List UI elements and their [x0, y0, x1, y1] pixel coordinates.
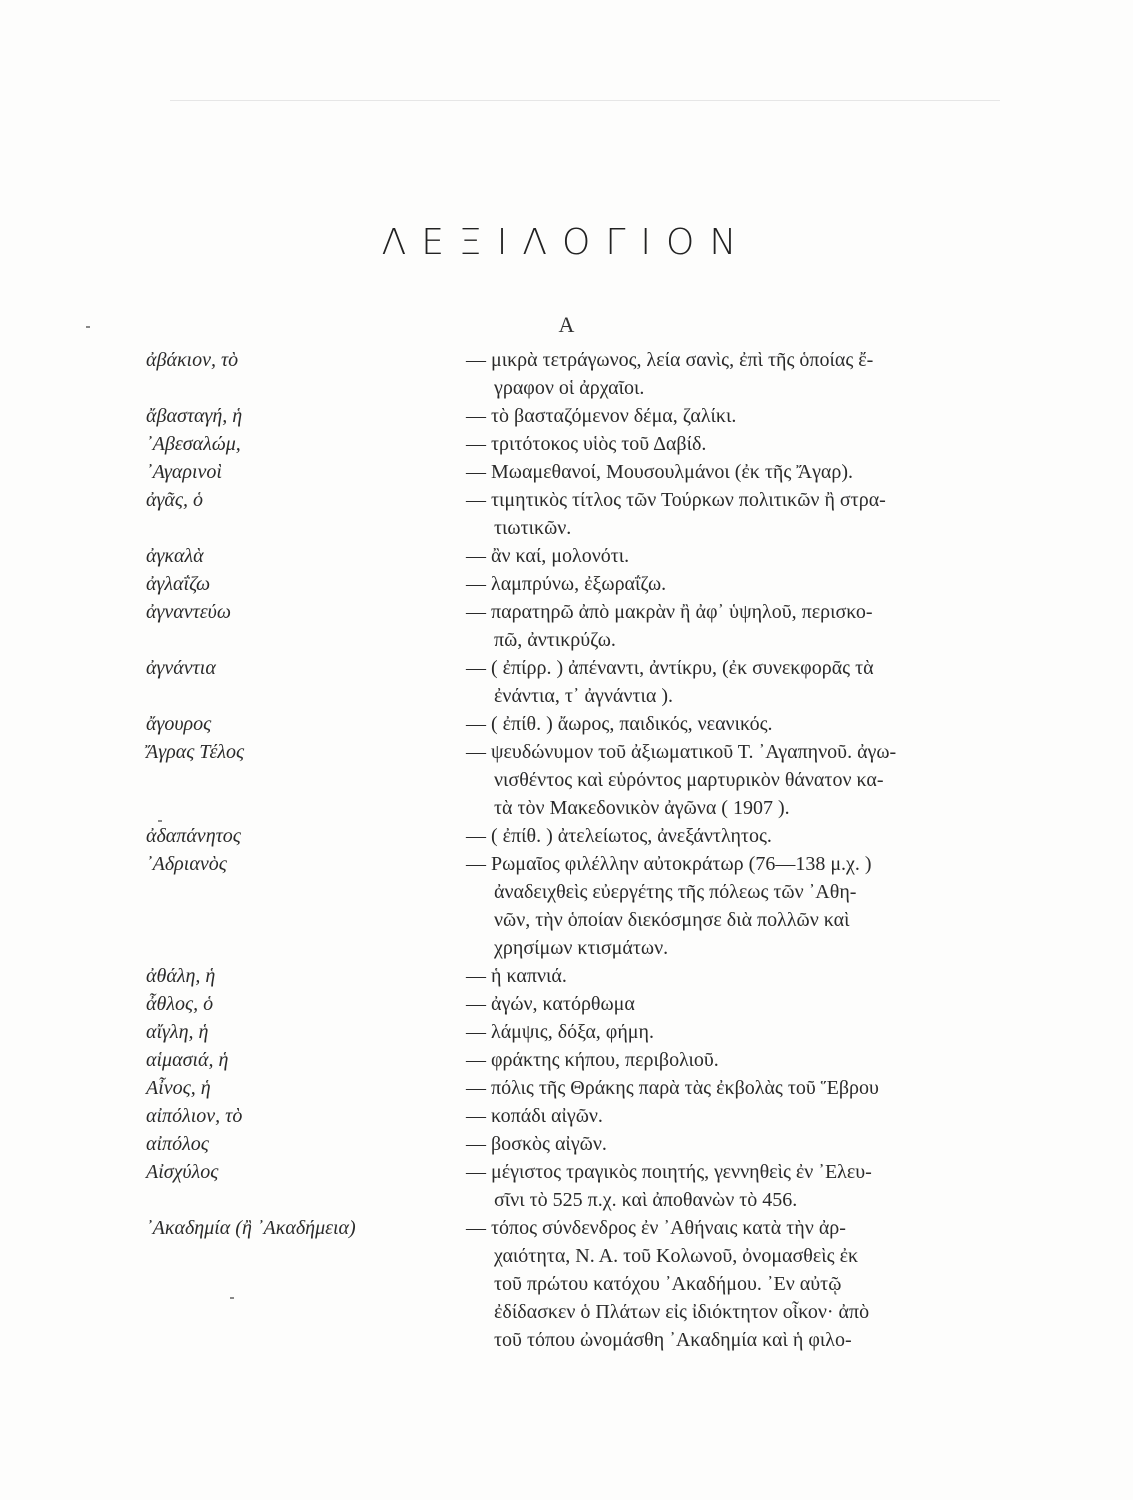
definition-line: σῖνι τὸ 525 π.χ. καὶ ἀποθανὼν τὸ 456.	[494, 1189, 798, 1211]
glossary-entry	[146, 1214, 1006, 1354]
entry-definition	[466, 850, 1006, 962]
definition-line: τὰ τὸν Μακεδονικὸν ἀγῶνα ( 1907 ).	[494, 797, 790, 819]
glossary-entry	[146, 822, 1006, 850]
speck	[158, 820, 162, 822]
definition-line: — βοσκὸς αἰγῶν.	[466, 1130, 1006, 1158]
definition-line: νῶν, τὴν ὁποίαν διεκόσμησε διὰ πολλῶν καὶ	[494, 909, 850, 931]
glossary-entry	[146, 654, 1006, 710]
definition-line: — ( ἐπίθ. ) ἀτελείωτος, ἀνεξάντλητος.	[466, 822, 1006, 850]
definition-line: — Μωαμεθανοί, Μουσουλμάνοι (ἐκ τῆς Ἄγαρ).	[466, 458, 1006, 486]
entry-definition	[466, 822, 1006, 850]
entry-definition	[466, 962, 1006, 990]
glossary-entry	[146, 542, 1006, 570]
page-title: ΛΕΞΙΛΟΓΙΟΝ	[381, 222, 752, 263]
glossary-entry	[146, 710, 1006, 738]
definition-line: ἐνάντια, τ᾿ ἀγνάντια ).	[494, 685, 673, 707]
entry-term: αἰπόλος	[146, 1133, 209, 1155]
definition-line: — τὸ βασταζόμενον δέμα, ζαλίκι.	[466, 402, 1006, 430]
definition-line: τοῦ τόπου ὠνομάσθη ᾿Ακαδημία καὶ ἡ φιλο-	[494, 1329, 852, 1351]
entry-definition	[466, 402, 1006, 430]
definition-line: — λαμπρύνω, ἐξωραΐζω.	[466, 570, 1006, 598]
glossary-entry	[146, 962, 1006, 990]
entry-definition	[466, 598, 1006, 654]
glossary-entry	[146, 990, 1006, 1018]
glossary-entry	[146, 1158, 1006, 1214]
definition-line: — ( ἐπίθ. ) ἄωρος, παιδικός, νεανικός.	[466, 710, 1006, 738]
entry-term: αἰπόλιον, τὸ	[146, 1105, 243, 1127]
definition-line: — τριτότοκος υἱὸς τοῦ Δαβίδ.	[466, 430, 1006, 458]
entry-definition	[466, 1046, 1006, 1074]
definition-line: — ( ἐπίρρ. ) ἀπέναντι, ἀντίκρυ, (ἐκ συνεκφορᾶς τὰ	[466, 654, 1006, 682]
definition-line: γραφον οἱ ἀρχαῖοι.	[494, 377, 645, 399]
entry-definition	[466, 346, 1006, 402]
entry-definition	[466, 458, 1006, 486]
entry-term: αἱμασιά, ἡ	[146, 1049, 229, 1071]
entry-definition	[466, 542, 1006, 570]
speck	[230, 1297, 234, 1299]
entry-term: ᾿Αδριανὸς	[146, 853, 227, 875]
glossary-entry	[146, 850, 1006, 962]
definition-line: πῶ, ἀντικρύζω.	[494, 629, 616, 651]
entry-term: ἀγλαΐζω	[146, 573, 211, 595]
glossary-entry	[146, 738, 1006, 822]
speck	[86, 326, 90, 328]
entry-definition	[466, 1074, 1006, 1102]
definition-line: — τιμητικὸς τίτλος τῶν Τούρκων πολιτικῶν ἢ στρα-	[466, 486, 1006, 514]
entry-term: ἄγουρος	[146, 713, 212, 735]
definition-line: ἐδίδασκεν ὁ Πλάτων εἰς ἰδιόκτητον οἶκον· ἀπὸ	[494, 1301, 870, 1323]
entry-definition	[466, 1130, 1006, 1158]
entry-term: Αἶνος, ἡ	[146, 1077, 211, 1099]
definition-line: — ψευδώνυμον τοῦ ἀξιωματικοῦ Τ. ᾿Αγαπηνοῦ. ἀγω-	[466, 738, 1006, 766]
definition-line: τοῦ πρώτου κατόχου ᾿Ακαδήμου. ᾿Εν αὐτῷ	[494, 1273, 842, 1295]
definition-line: — ἡ καπνιά.	[466, 962, 1006, 990]
entry-definition	[466, 738, 1006, 822]
entry-term: ἀγᾶς, ὁ	[146, 489, 203, 511]
definition-line: — λάμψις, δόξα, φήμη.	[466, 1018, 1006, 1046]
definition-line: — ἂν καί, μολονότι.	[466, 542, 1006, 570]
glossary-entries	[146, 346, 1006, 1354]
section-letter: Α	[558, 312, 575, 337]
glossary-entry	[146, 486, 1006, 542]
entry-term: ἀγνάντια	[146, 657, 216, 679]
entry-definition	[466, 710, 1006, 738]
definition-line: — πόλις τῆς Θράκης παρὰ τὰς ἐκβολὰς τοῦ Ἕβρου	[466, 1074, 1006, 1102]
glossary-entry	[146, 1018, 1006, 1046]
glossary-entry	[146, 598, 1006, 654]
definition-line: χαιότητα, Ν. Α. τοῦ Κολωνοῦ, ὀνομασθεὶς ἐκ	[494, 1245, 859, 1267]
definition-line: χρησίμων κτισμάτων.	[494, 937, 669, 959]
glossary-entry	[146, 458, 1006, 486]
glossary-entry	[146, 430, 1006, 458]
definition-line: — Ρωμαῖος φιλέλλην αὐτοκράτωρ (76—138 μ.χ. )	[466, 850, 1006, 878]
entry-definition	[466, 570, 1006, 598]
entry-term: ἀβάκιον, τὸ	[146, 349, 239, 371]
entry-term: Ἄγρας Τέλος	[146, 741, 245, 763]
show-through-header	[170, 88, 1000, 101]
glossary-entry	[146, 1074, 1006, 1102]
definition-line: τιωτικῶν.	[494, 517, 572, 539]
entry-definition	[466, 1018, 1006, 1046]
definition-line: — φράκτης κήπου, περιβολιοῦ.	[466, 1046, 1006, 1074]
glossary-entry	[146, 1102, 1006, 1130]
glossary-entry	[146, 570, 1006, 598]
entry-term: ᾿Ακαδημία (ἢ ᾿Ακαδήμεια)	[146, 1217, 356, 1239]
entry-term: ἀγναντεύω	[146, 601, 231, 623]
entry-definition	[466, 1214, 1006, 1354]
entry-term: ᾿Αγαρινοὶ	[146, 461, 222, 483]
definition-line: ἀναδειχθεὶς εὐεργέτης τῆς πόλεως τῶν ᾿Αθη-	[494, 881, 857, 903]
entry-definition	[466, 486, 1006, 542]
definition-line: — τόπος σύνδενδρος ἐν ᾿Αθήναις κατὰ τὴν ἀρ-	[466, 1214, 1006, 1242]
entry-term: ἀγκαλὰ	[146, 545, 204, 567]
entry-term: ἆθλος, ὁ	[146, 993, 214, 1015]
entry-term: αἴγλη, ἡ	[146, 1021, 209, 1043]
entry-definition	[466, 430, 1006, 458]
glossary-entry	[146, 1046, 1006, 1074]
definition-line: — μικρὰ τετράγωνος, λεία σανὶς, ἐπὶ τῆς ὁποίας ἔ-	[466, 346, 1006, 374]
show-through-text-top	[150, 150, 1010, 230]
entry-definition	[466, 654, 1006, 710]
entry-term: ἀθάλη, ἡ	[146, 965, 216, 987]
definition-line: — κοπάδι αἰγῶν.	[466, 1102, 1006, 1130]
entry-term: ἀδαπάνητος	[146, 825, 241, 847]
glossary-entry	[146, 1130, 1006, 1158]
definition-line: — ἀγών, κατόρθωμα	[466, 990, 1006, 1018]
glossary-entry	[146, 346, 1006, 402]
entry-definition	[466, 1102, 1006, 1130]
definition-line: — μέγιστος τραγικὸς ποιητής, γεννηθεὶς ἐν ᾿Ελευ-	[466, 1158, 1006, 1186]
entry-definition	[466, 990, 1006, 1018]
entry-definition	[466, 1158, 1006, 1214]
entry-term: Αἰσχύλος	[146, 1161, 219, 1183]
glossary-entry	[146, 402, 1006, 430]
definition-line: νισθέντος καὶ εὑρόντος μαρτυρικὸν θάνατον κα-	[494, 769, 884, 791]
entry-term: ἄβασταγή, ἡ	[146, 405, 243, 427]
entry-term: ᾿Αβεσαλώμ,	[146, 433, 241, 455]
definition-line: — παρατηρῶ ἀπὸ μακρὰν ἢ ἀφ᾿ ὑψηλοῦ, περισκο-	[466, 598, 1006, 626]
